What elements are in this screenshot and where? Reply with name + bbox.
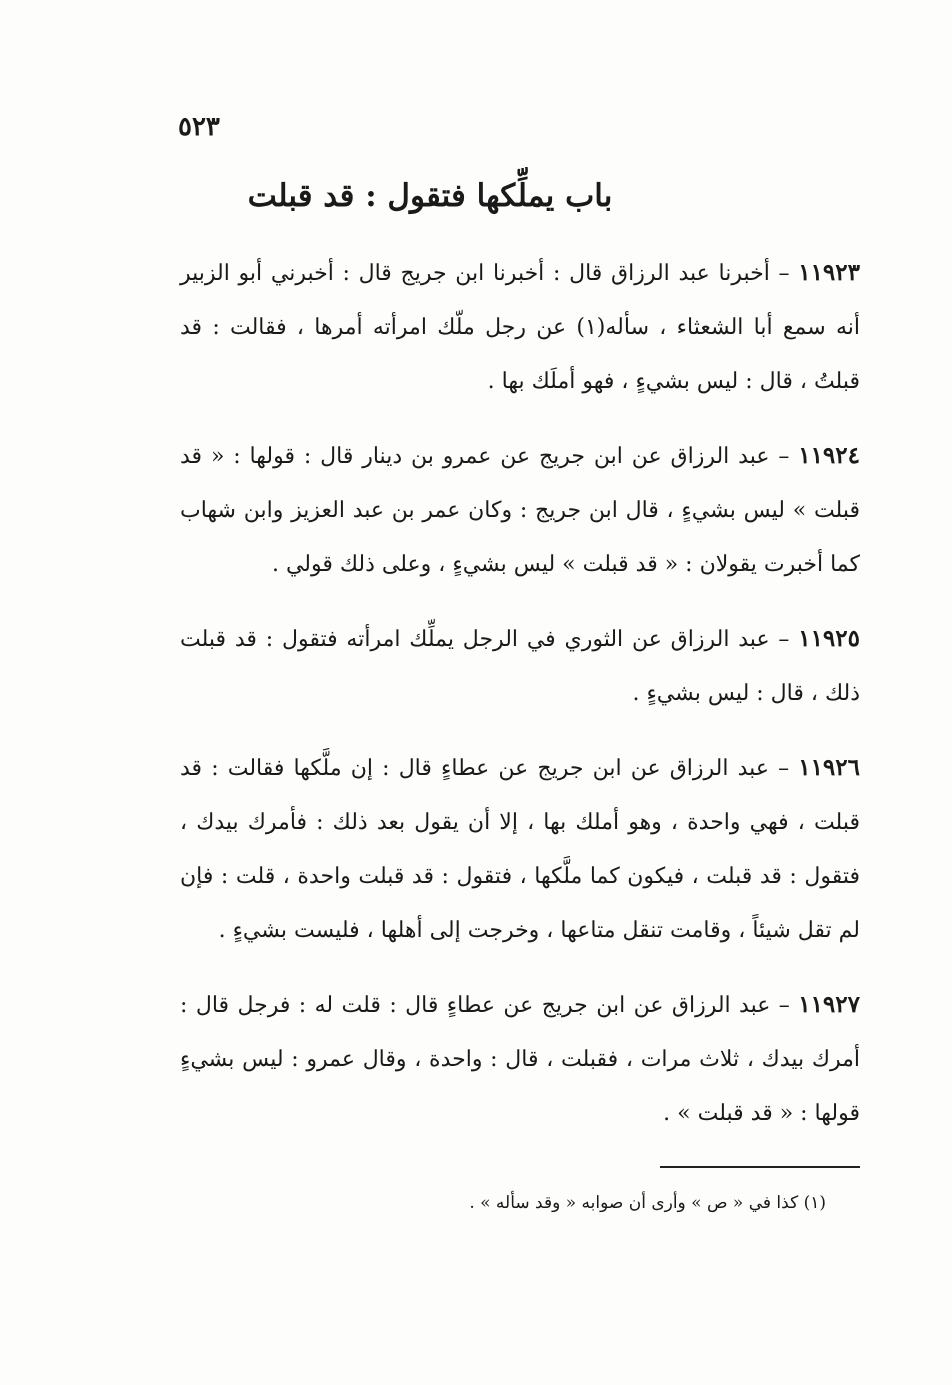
hadith-text: – عبد الرزاق عن ابن جريج عن عطاءٍ قال : إن ملَّكها فقالت : قد قبلت ، فهي واحدة ، وهو أملك بها ، إلا أن يقول بعد ذلك : فأمرك بيدك ، فتقول : قد قبلت ، فيكون كما ملَّكها ، فتقول : قد قبلت واحدة ، قلت : فإن لم تقل شيئاً ، وقامت تنقل متاعها ، وخرجت إلى أهلها ، فليست بشيءٍ .: [180, 756, 860, 943]
hadith-number: ١١٩٢٥: [798, 625, 860, 652]
hadith-number: ١١٩٢٤: [798, 442, 860, 469]
hadith-text: – عبد الرزاق عن ابن جريج عن عطاءٍ قال : قلت له : فرجل قال : أمرك بيدك ، ثلاث مرات ، فقبلت ، قال : واحدة ، وقال عمرو : ليس بشيءٍ قولها : « قد قبلت » .: [180, 993, 860, 1126]
hadith-number: ١١٩٢٧: [798, 991, 860, 1018]
footnote: (١) كذا في « ص » وأرى أن صوابه « وقد سأله » .: [469, 1193, 826, 1213]
body-text: [180, 246, 860, 1161]
footnote-divider: [660, 1166, 860, 1168]
hadith-text: – أخبرنا عبد الرزاق قال : أخبرنا ابن جريج قال : أخبرني أبو الزبير أنه سمع أبا الشعثاء ، سأله(١) عن رجل ملّك امرأته أمرها ، فقالت : قد قبلتُ ، قال : ليس بشيءٍ ، فهو أملَك بها .: [180, 261, 861, 394]
hadith-paragraph: [180, 246, 860, 409]
hadith-text: – عبد الرزاق عن الثوري في الرجل يملِّك امرأته فتقول : قد قبلت ذلك ، قال : ليس بشيءٍ .: [180, 627, 860, 706]
hadith-paragraph: [180, 978, 860, 1141]
page-number: ٥٢٣: [178, 112, 220, 142]
hadith-paragraph: [180, 429, 860, 592]
hadith-number: ١١٩٢٦: [798, 754, 860, 781]
hadith-paragraph: [180, 741, 860, 958]
hadith-number: ١١٩٢٣: [798, 259, 860, 286]
chapter-title: باب يملِّكها فتقول : قد قبلت: [247, 178, 613, 214]
hadith-paragraph: [180, 612, 860, 721]
hadith-text: – عبد الرزاق عن ابن جريج عن عمرو بن دينار قال : قولها : « قد قبلت » ليس بشيءٍ ، قال ابن جريج : وكان عمر بن عبد العزيز وابن شهاب كما أخبرت يقولان : « قد قبلت » ليس بشيءٍ ، وعلى ذلك قولي .: [180, 444, 860, 577]
